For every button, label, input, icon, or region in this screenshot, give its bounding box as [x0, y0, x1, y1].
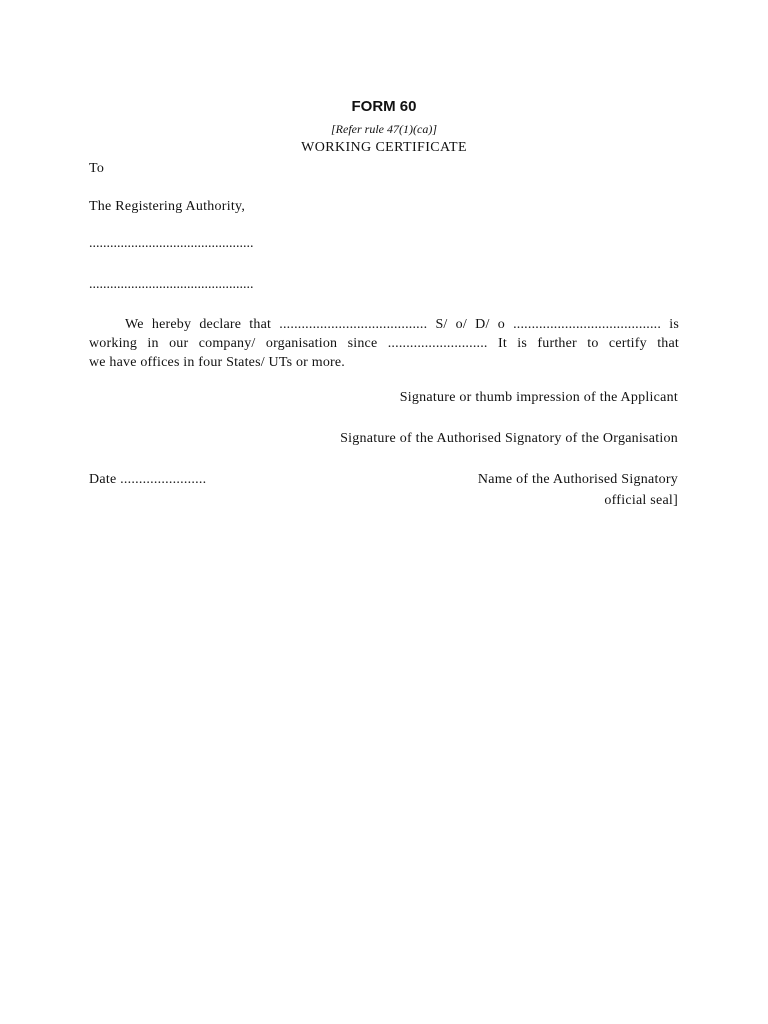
- address-blank-line-2: ...............................................: [89, 277, 254, 292]
- form-title: FORM 60: [351, 98, 417, 115]
- declaration-line-2: working in our company/ organisation since ........................... It is further to certify that: [89, 336, 679, 351]
- rule-reference: [Refer rule 47(1)(ca)]: [331, 122, 437, 136]
- declaration-paragraph: [89, 315, 679, 372]
- addressee-authority: The Registering Authority,: [89, 199, 246, 214]
- declaration-line-3: we have offices in four States/ UTs or more.: [89, 355, 345, 370]
- declaration-line-1: We hereby declare that ........................................ S/ o/ D/ o ........................................ is: [125, 317, 679, 332]
- official-seal-label: official seal]: [604, 493, 678, 508]
- signatory-name-label: Name of the Authorised Signatory: [477, 472, 678, 487]
- certificate-heading: WORKING CERTIFICATE: [301, 140, 467, 155]
- organisation-signature-label: Signature of the Authorised Signatory of the Organisation: [340, 431, 678, 446]
- addressee-to: To: [89, 161, 105, 176]
- date-field: Date .......................: [89, 472, 207, 487]
- applicant-signature-label: Signature or thumb impression of the Applicant: [399, 390, 678, 405]
- address-blank-line-1: ...............................................: [89, 236, 254, 251]
